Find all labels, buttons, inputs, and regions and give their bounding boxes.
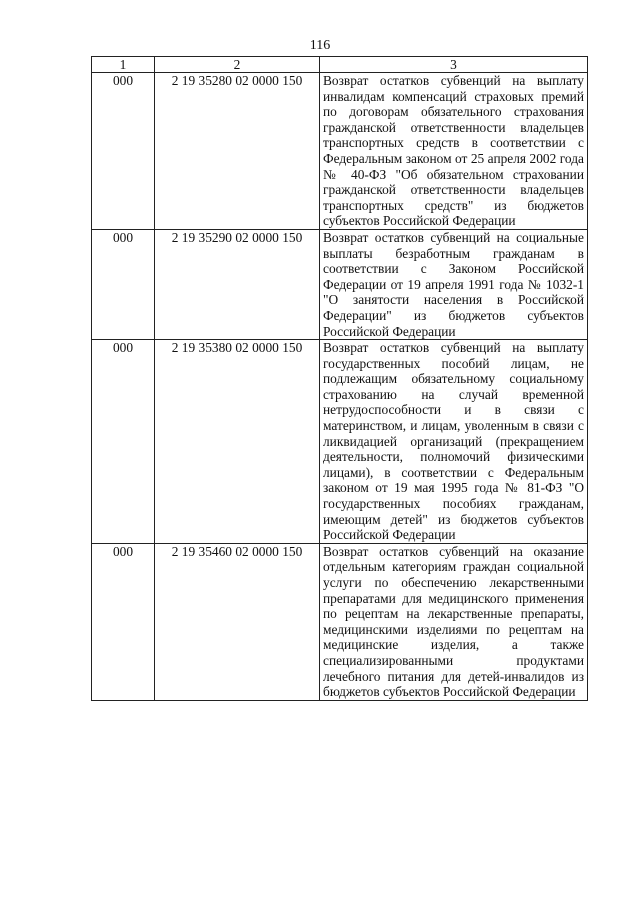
admin-code-cell: 000 xyxy=(92,73,155,230)
column-header-3: 3 xyxy=(320,57,588,73)
table-row xyxy=(92,340,588,544)
column-header-1: 1 xyxy=(92,57,155,73)
budget-classification-table xyxy=(91,56,588,701)
table-row xyxy=(92,229,588,339)
table-row xyxy=(92,543,588,700)
admin-code-cell: 000 xyxy=(92,229,155,339)
description-cell: Возврат остатков субвенций на оказание отдельным категориям граждан социальной услуги по обеспечению лекарственными препаратами для медицинского применения по рецептам на лекарственные препараты, медицинскими изделиями по рецептам на медицинские изделия, а также специализированными продуктами лечебного питания для детей-инвалидов из бюджетов субъектов Российской Федерации xyxy=(320,543,588,700)
table-row xyxy=(92,73,588,230)
admin-code-cell: 000 xyxy=(92,340,155,544)
admin-code-cell: 000 xyxy=(92,543,155,700)
description-cell: Возврат остатков субвенций на выплату государственных пособий лицам, не подлежащим обязательному социальному страхованию на случай временной нетрудоспособности и в связи с материнством, и лицам, уволенным в связи с ликвидацией организаций (прекращением деятельности, полномочий физическими лицами), в соответствии с Федеральным законом от 19 мая 1995 года № 81-ФЗ "О государственных пособиях гражданам, имеющим детей" из бюджетов субъектов Российской Федерации xyxy=(320,340,588,544)
column-header-2: 2 xyxy=(155,57,320,73)
budget-code-cell: 2 19 35280 02 0000 150 xyxy=(155,73,320,230)
budget-code-cell: 2 19 35460 02 0000 150 xyxy=(155,543,320,700)
page-number: 116 xyxy=(309,38,331,53)
description-cell: Возврат остатков субвенций на социальные выплаты безработным гражданам в соответствии с Законом Российской Федерации от 19 апреля 1991 года № 1032-1 "О занятости населения в Российской Федерации" из бюджетов субъектов Российской Федерации xyxy=(320,229,588,339)
budget-code-cell: 2 19 35290 02 0000 150 xyxy=(155,229,320,339)
table-header-row xyxy=(92,57,588,73)
budget-code-cell: 2 19 35380 02 0000 150 xyxy=(155,340,320,544)
description-cell: Возврат остатков субвенций на выплату инвалидам компенсаций страховых премий по договорам обязательного страхования гражданской ответственности владельцев транспортных средств в соответствии с Федеральным законом от 25 апреля 2002 года № 40-ФЗ "Об обязательном страховании гражданской ответственности владельцев транспортных средств" из бюджетов субъектов Российской Федерации xyxy=(320,73,588,230)
